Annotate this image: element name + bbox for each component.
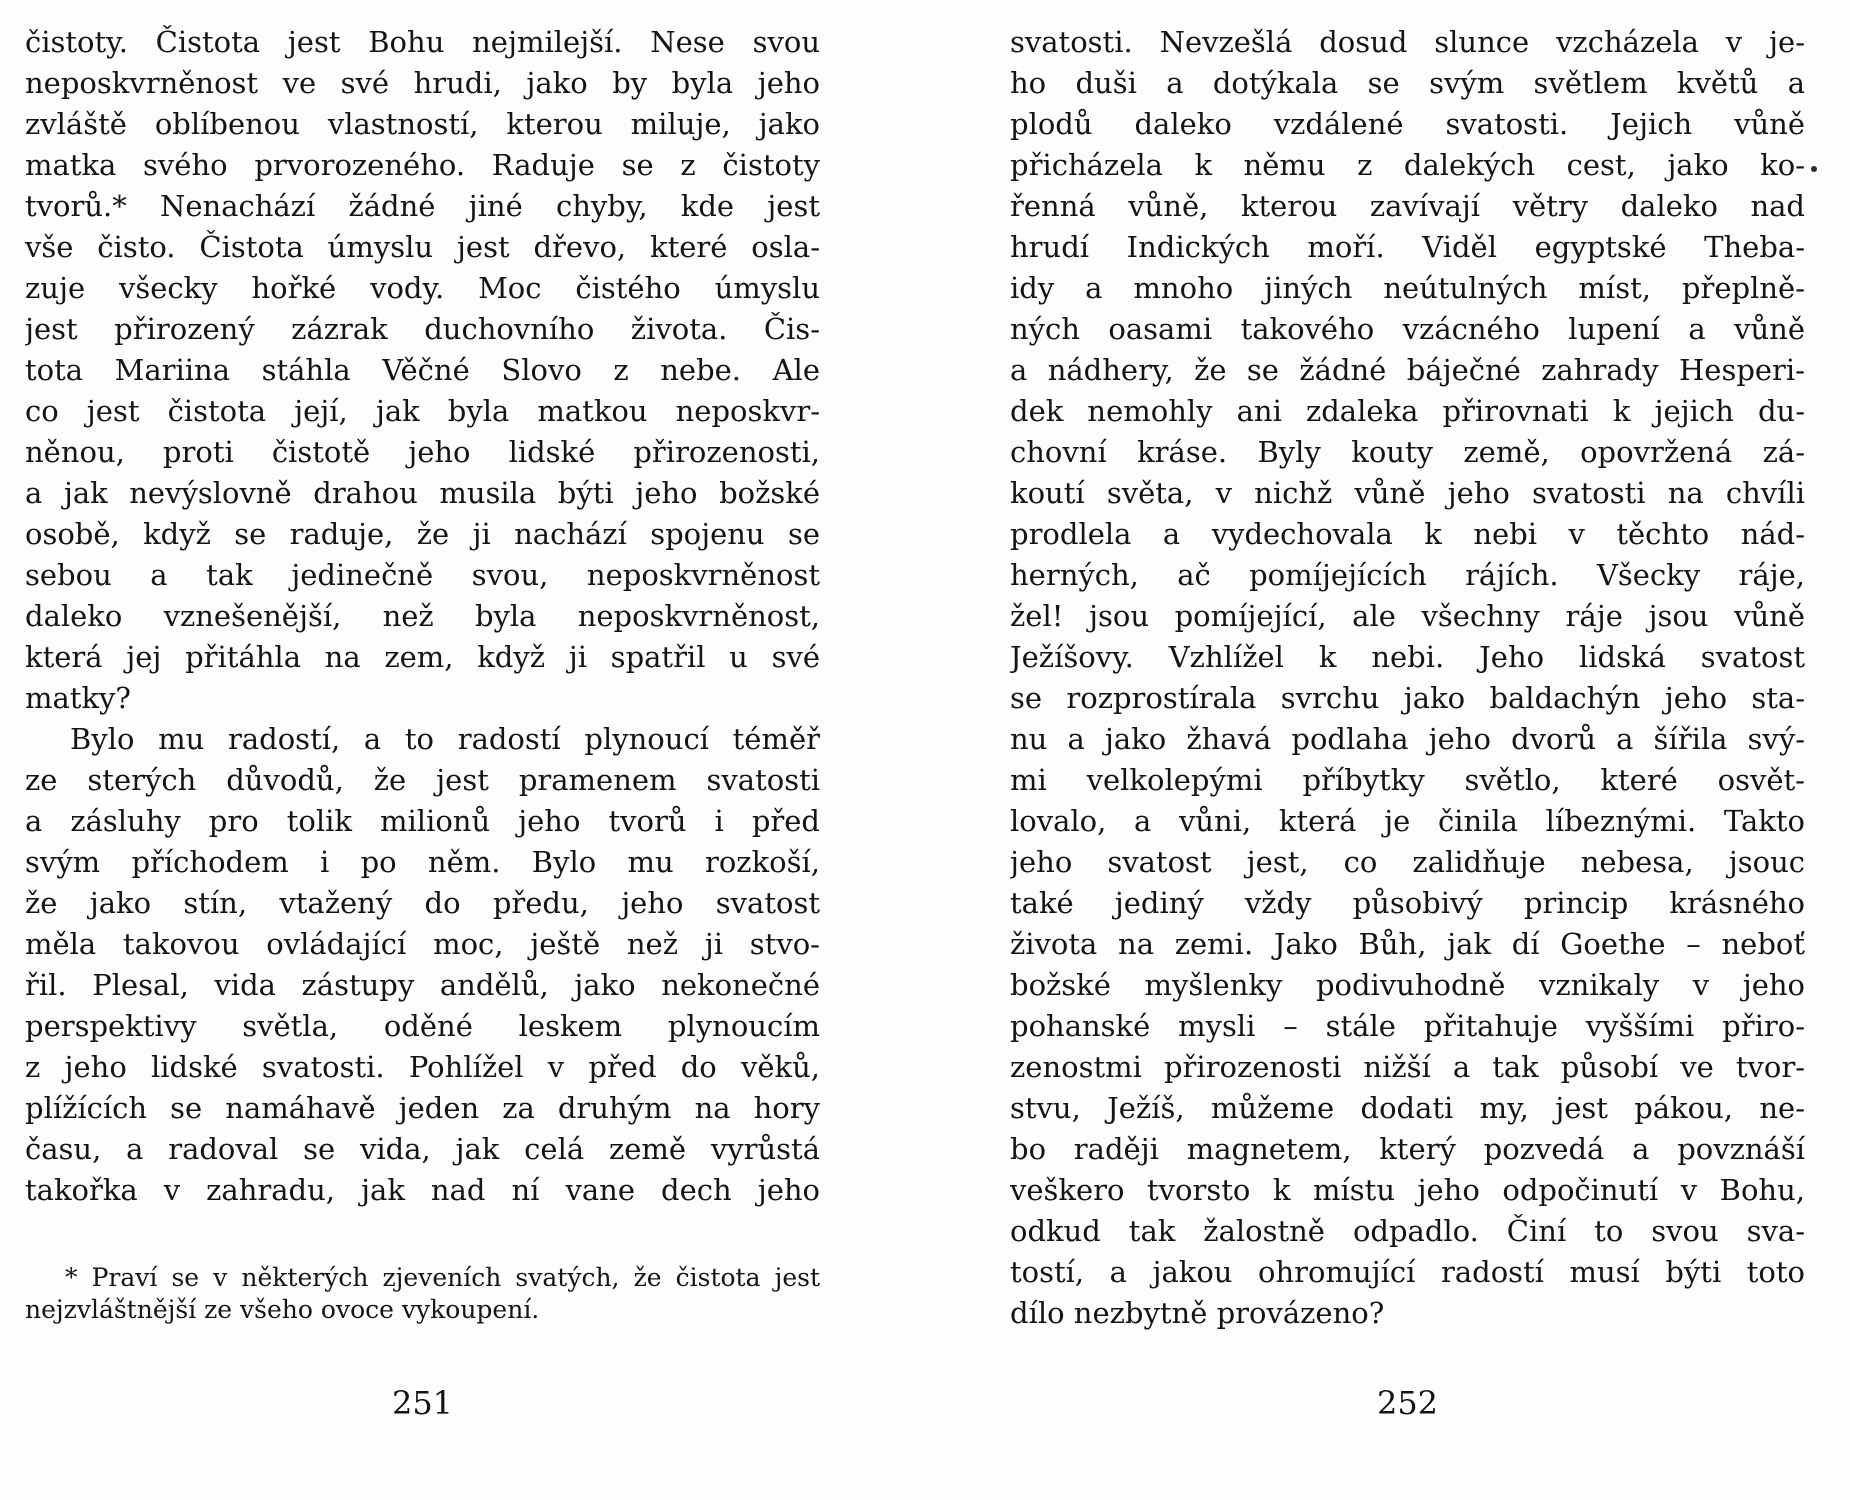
text-line: přicházela k němu z dalekých cest, jako ko- — [1010, 148, 1805, 182]
text-line: jeho svatost jest, co zalidňuje nebesa, jsouc — [1010, 845, 1805, 879]
text-line: měla takovou ovládající moc, ještě než ji stvo- — [25, 927, 820, 961]
text-line: žel! jsou pomíjející, ale všechny ráje jsou vůně — [1010, 599, 1805, 633]
text-line: řil. Plesal, vida zástupy andělů, jako nekonečné — [25, 968, 820, 1002]
text-line: stvu, Ježíš, můžeme dodati my, jest pákou, ne- — [1010, 1091, 1805, 1125]
text-line: jest přirozený zázrak duchovního života. Čis- — [25, 312, 820, 346]
text-line: se rozprostírala svrchu jako baldachýn jeho sta- — [1010, 681, 1805, 715]
text-line: božské myšlenky podivuhodně vznikaly v jeho — [1010, 968, 1805, 1002]
text-line: co jest čistota její, jak byla matkou neposkvr- — [25, 394, 820, 428]
footnote — [25, 1262, 820, 1326]
text-line: zuje všecky hořké vody. Moc čistého úmyslu — [25, 271, 820, 305]
text-line: veškero tvorsto k místu jeho odpočinutí v Bohu, — [1010, 1173, 1805, 1207]
footnote-line: nejzvláštnější ze všeho ovoce vykoupení. — [25, 1295, 540, 1324]
text-line: tvorů.* Nenachází žádné jiné chyby, kde jest — [25, 189, 820, 223]
text-line: vše čisto. Čistota úmyslu jest dřevo, které osla- — [25, 230, 820, 264]
text-line: Bylo mu radostí, a to radostí plynoucí téměř — [70, 722, 820, 756]
text-line: čistoty. Čistota jest Bohu nejmilejší. Nese svou — [25, 25, 820, 59]
text-line: svatosti. Nevzešlá dosud slunce vzcházela v je- — [1010, 25, 1805, 59]
text-line: neposkvrněnost ve své hrudi, jako by byla jeho — [25, 66, 820, 100]
ink-speck — [1811, 166, 1817, 172]
text-line: života na zemi. Jako Bůh, jak dí Goethe – neboť — [1010, 927, 1805, 961]
page-number-left: 251 — [391, 1384, 454, 1422]
text-line: ze sterých důvodů, že jest pramenem svatosti — [25, 763, 820, 797]
text-line: dek nemohly ani zdaleka přirovnati k jejich du- — [1010, 394, 1805, 428]
text-line: tostí, a jakou ohromující radostí musí býti toto — [1010, 1255, 1805, 1289]
text-line: zenostmi přirozenosti nižší a tak působí ve tvor- — [1010, 1050, 1805, 1084]
text-line: koutí světa, v nichž vůně jeho svatosti na chvíli — [1010, 476, 1805, 510]
text-line: matka svého prvorozeného. Raduje se z čistoty — [25, 148, 820, 182]
text-line: pohanské mysli – stále přitahuje vyššími přiro- — [1010, 1009, 1805, 1043]
page-right-text-column — [1010, 22, 1805, 1334]
text-line: matky? — [25, 681, 131, 715]
footnote-line: * Praví se v některých zjeveních svatých, že čistota jest — [65, 1263, 820, 1292]
text-line: daleko vznešenější, než byla neposkvrněnost, — [25, 599, 820, 633]
text-line: tota Mariina stáhla Věčné Slovo z nebe. Ale — [25, 353, 820, 387]
text-line: plodů daleko vzdálené svatosti. Jejich vůně — [1010, 107, 1805, 141]
text-line: z jeho lidské svatosti. Pohlížel v před do věků, — [25, 1050, 820, 1084]
text-line: a nádhery, že se žádné báječné zahrady Hesperi- — [1010, 353, 1805, 387]
text-line: plížících se namáhavě jeden za druhým na hory — [25, 1091, 820, 1125]
text-line: herných, ač pomíjejících rájích. Všecky ráje, — [1010, 558, 1805, 592]
text-line: odkud tak žalostně odpadlo. Činí to svou sva- — [1010, 1214, 1805, 1248]
text-line: ho duši a dotýkala se svým světlem květů a — [1010, 66, 1805, 100]
text-line: osobě, když se raduje, že ji nachází spojenu se — [25, 517, 820, 551]
text-line: perspektivy světla, oděné leskem plynoucím — [25, 1009, 820, 1043]
text-line: sebou a tak jedinečně svou, neposkvrněnost — [25, 558, 820, 592]
text-line: svým příchodem i po něm. Bylo mu rozkoší, — [25, 845, 820, 879]
text-line: bo raději magnetem, který pozvedá a povznáší — [1010, 1132, 1805, 1166]
text-line: Ježíšovy. Vzhlížel k nebi. Jeho lidská svatost — [1010, 640, 1805, 674]
text-line: mi velkolepými příbytky světlo, které osvět- — [1010, 763, 1805, 797]
text-line: řenná vůně, kterou zavívají větry daleko nad — [1010, 189, 1805, 223]
text-line: dílo nezbytně provázeno? — [1010, 1296, 1385, 1330]
text-line: idy a mnoho jiných neútulných míst, přeplně- — [1010, 271, 1805, 305]
page-number-right: 252 — [1376, 1384, 1439, 1422]
text-line: nu a jako žhavá podlaha jeho dvorů a šířila svý- — [1010, 722, 1805, 756]
text-line: lovalo, a vůni, která je činila líbeznými. Takto — [1010, 804, 1805, 838]
text-line: která jej přitáhla na zem, když ji spatřil u své — [25, 640, 820, 674]
text-line: chovní kráse. Byly kouty země, opovržená zá- — [1010, 435, 1805, 469]
text-line: také jediný vždy působivý princip krásného — [1010, 886, 1805, 920]
text-line: a jak nevýslovně drahou musila býti jeho božské — [25, 476, 820, 510]
text-line: a zásluhy pro tolik milionů jeho tvorů i před — [25, 804, 820, 838]
text-line: že jako stín, vtažený do předu, jeho svatost — [25, 886, 820, 920]
page-left-text-column — [25, 22, 820, 1211]
text-line: prodlela a vydechovala k nebi v těchto nád- — [1010, 517, 1805, 551]
text-line: něnou, proti čistotě jeho lidské přirozenosti, — [25, 435, 820, 469]
text-line: hrudí Indických moří. Viděl egyptské Theba- — [1010, 230, 1805, 264]
text-line: času, a radoval se vida, jak celá země vyrůstá — [25, 1132, 820, 1166]
text-line: zvláště oblíbenou vlastností, kterou miluje, jako — [25, 107, 820, 141]
text-line: ných oasami takového vzácného lupení a vůně — [1010, 312, 1805, 346]
text-line: takořka v zahradu, jak nad ní vane dech jeho — [25, 1173, 820, 1207]
